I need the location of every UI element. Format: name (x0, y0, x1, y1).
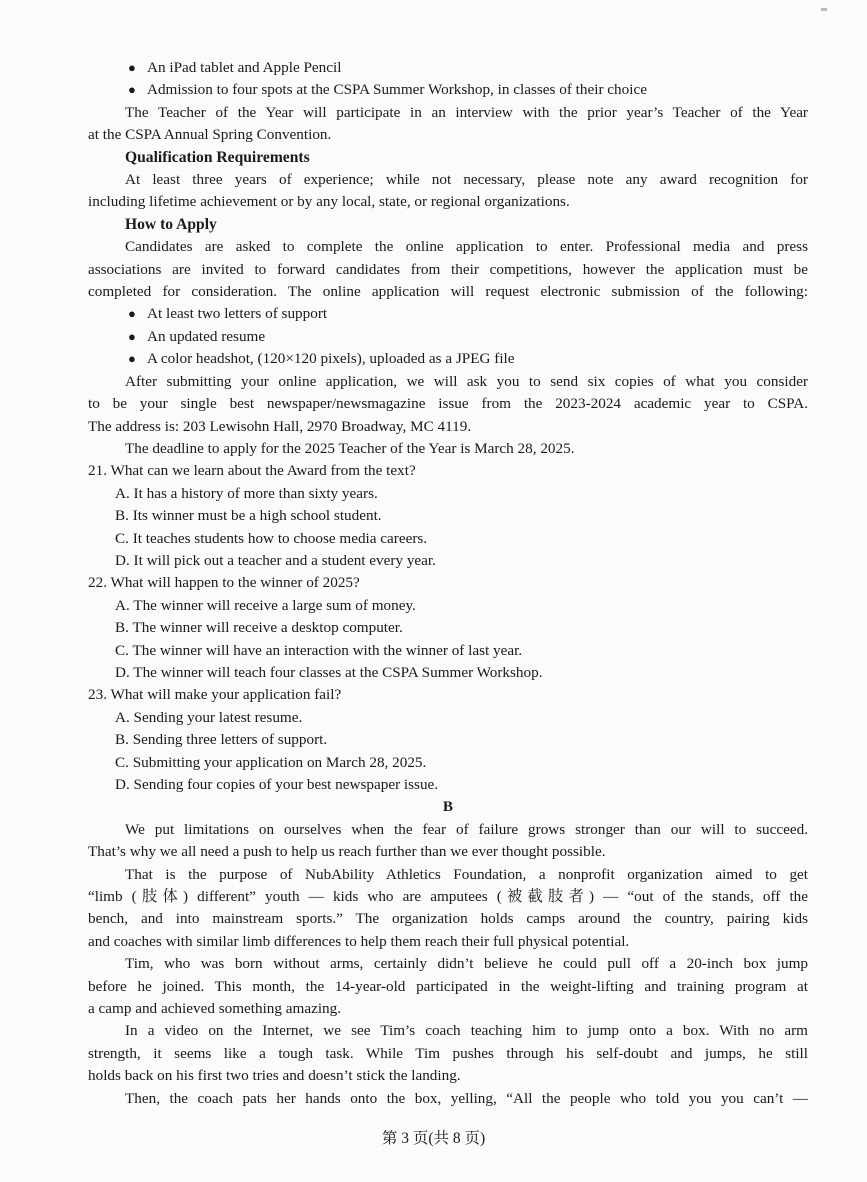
answer-option: A. Sending your latest resume. (115, 708, 303, 726)
page-content (88, 57, 808, 1110)
answer-option: B. Its winner must be a high school student. (115, 507, 382, 525)
qualification-heading: Qualification Requirements (125, 148, 310, 166)
paragraph-line: That is the purpose of NubAbility Athletics Foundation, a nonprofit organization aimed to get (125, 865, 808, 883)
qualification-line: including lifetime achievement or by any local, state, or regional organizations. (88, 193, 570, 211)
apply-line: associations are invited to forward candidates from their competitions, however the application must be (88, 260, 808, 278)
bullet-icon: ● (128, 306, 136, 322)
paragraph-line: bench, and into mainstream sports.” The organization holds camps around the country, pairing kids (88, 910, 808, 928)
requirement-bullet: ● An updated resume (88, 326, 808, 348)
paragraph-line: Tim, who was born without arms, certainly didn’t believe he could pull off a 20-inch box jump (125, 955, 808, 973)
answer-option: A. The winner will receive a large sum of money. (115, 596, 416, 614)
apply-line: completed for consideration. The online application will request electronic submission of the following: (88, 283, 808, 301)
deadline-line: The deadline to apply for the 2025 Teacher of the Year is March 28, 2025. (125, 439, 575, 457)
scan-mark (821, 8, 827, 11)
paragraph (88, 953, 808, 1020)
answer-option: A. It has a history of more than sixty years. (115, 484, 378, 502)
question-22 (88, 572, 808, 684)
question-stem: 23. What will make your application fail? (88, 686, 342, 704)
question-23 (88, 684, 808, 796)
submission-line: After submitting your online application, we will ask you to send six copies of what you consider (125, 372, 808, 390)
interview-line: The Teacher of the Year will participate in an interview with the prior year’s Teacher of the Year (125, 103, 808, 121)
paragraph-line: In a video on the Internet, we see Tim’s coach teaching him to jump onto a box. With no arm (125, 1022, 808, 1040)
question-stem: 22. What will happen to the winner of 2025? (88, 574, 360, 592)
qualification-line: At least three years of experience; while not necessary, please note any award recognition for (125, 171, 808, 189)
bullet-icon: ● (128, 328, 136, 344)
submission-line: The address is: 203 Lewisohn Hall, 2970 Broadway, MC 4119. (88, 417, 472, 435)
paragraph-line: holds back on his first two tries and doesn’t stick the landing. (88, 1067, 461, 1085)
bullet-icon: ● (128, 82, 136, 98)
answer-option: D. It will pick out a teacher and a student every year. (115, 551, 436, 569)
answer-option: D. Sending four copies of your best newspaper issue. (115, 776, 439, 793)
prize-bullet: ● Admission to four spots at the CSPA Summer Workshop, in classes of their choice (88, 79, 808, 101)
paragraph (88, 1020, 808, 1087)
answer-option: C. The winner will have an interaction with the winner of last year. (115, 641, 523, 659)
requirement-bullet: ● A color headshot, (120×120 pixels), uploaded as a JPEG file (88, 348, 808, 370)
paragraph-line: “limb (肢体) different” youth — kids who are amputees (被截肢者) — “out of the stands, off the (88, 888, 808, 906)
answer-option: C. It teaches students how to choose media careers. (115, 529, 428, 547)
passage-b-title: B (442, 798, 454, 816)
answer-option: B. The winner will receive a desktop computer. (115, 619, 403, 637)
bullet-icon: ● (128, 351, 136, 367)
paragraph-line: That’s why we all need a push to help us reach further than we ever thought possible. (88, 843, 606, 861)
paragraph-line: a camp and achieved something amazing. (88, 1000, 342, 1018)
paragraph-line: Then, the coach pats her hands onto the box, yelling, “All the people who told you you can’t — (125, 1089, 808, 1107)
answer-option: C. Submitting your application on March 28, 2025. (115, 753, 427, 771)
question-stem: 21. What can we learn about the Award from the text? (88, 462, 416, 480)
paragraph (88, 1088, 808, 1110)
bullet-icon: ● (128, 60, 136, 75)
paragraph-line: before he joined. This month, the 14-year-old participated in the weight-lifting and training program at (88, 977, 808, 995)
paragraph-line: strength, it seems like a tough task. While Tim pushes through his self-doubt and jumps, he still (88, 1044, 808, 1062)
question-21 (88, 460, 808, 572)
paragraph (88, 819, 808, 864)
paragraph (88, 864, 808, 954)
answer-option: D. The winner will teach four classes at the CSPA Summer Workshop. (115, 663, 543, 681)
paragraph-line: and coaches with similar limb differences to help them reach their full physical potential. (88, 932, 630, 950)
page-footer: 第 3 页(共 8 页) (381, 1130, 486, 1147)
requirement-bullet: ● At least two letters of support (88, 303, 808, 325)
how-to-apply-heading: How to Apply (125, 215, 217, 233)
apply-line: Candidates are asked to complete the online application to enter. Professional media and press (125, 238, 808, 256)
paragraph-line: We put limitations on ourselves when the fear of failure grows stronger than our will to succeed. (125, 820, 808, 838)
prize-bullet: ● An iPad tablet and Apple Pencil (88, 57, 808, 79)
submission-line: to be your single best newspaper/newsmagazine issue from the 2023-2024 academic year to CSPA. (88, 395, 808, 413)
interview-line: at the CSPA Annual Spring Convention. (88, 126, 332, 144)
answer-option: B. Sending three letters of support. (115, 731, 328, 749)
